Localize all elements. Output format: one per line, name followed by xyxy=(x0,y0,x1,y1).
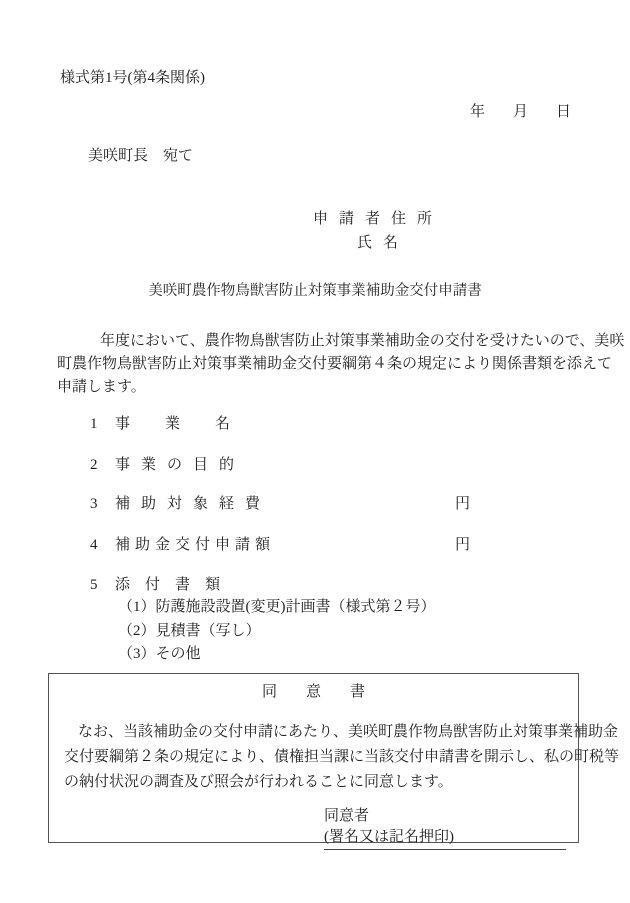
consent-signer-label: 同意者 xyxy=(324,808,370,824)
item-subsidy-target-cost xyxy=(90,492,271,513)
item-attached-documents xyxy=(90,573,235,594)
item-label: 事業名 xyxy=(115,416,266,432)
item-business-purpose xyxy=(90,453,245,474)
item-label: 補助対象経費 xyxy=(115,496,272,512)
yen-unit: 円 xyxy=(455,537,471,553)
body-line: 年度において、農作物鳥獣害防止対策事業補助金の交付を受けたいので、美咲 xyxy=(100,333,625,349)
item-number: 4 xyxy=(90,537,98,553)
consent-box xyxy=(48,673,620,845)
applicant-name-label: 氏名 xyxy=(357,235,410,251)
consent-line: 交付要綱第２条の規定により、債権担当課に当該交付申請書を開示し、私の町税等 xyxy=(64,749,620,765)
date-line: 年月日 xyxy=(470,104,600,120)
item-label: 補助金交付申請額 xyxy=(115,537,276,553)
addressee: 美咲町長 宛て xyxy=(88,148,194,164)
body-line: 申請します。 xyxy=(57,379,146,395)
attachment-item: （2）見積書（写し） xyxy=(118,623,261,639)
item-label: 添付書類 xyxy=(115,577,236,593)
item-number: 1 xyxy=(90,416,98,432)
consent-line: なお、当該補助金の交付申請にあたり、美咲町農作物鳥獣害防止対策事業補助金 xyxy=(78,724,619,740)
form-number: 様式第1号(第4条関係) xyxy=(60,70,205,86)
consent-paragraph xyxy=(64,720,620,795)
item-label: 事業の目的 xyxy=(115,457,246,473)
item-subsidy-request-amount xyxy=(90,533,275,554)
attachment-item: （3）その他 xyxy=(118,646,201,662)
item-number: 2 xyxy=(90,457,98,473)
yen-unit: 円 xyxy=(455,496,471,512)
item-number: 3 xyxy=(90,496,98,512)
item-number: 5 xyxy=(90,577,98,593)
body-paragraph xyxy=(57,330,625,399)
consent-line: の納付状況の調査及び照会が行われることに同意します。 xyxy=(64,774,453,790)
body-line: 町農作物鳥獣害防止対策事業補助金交付要綱第４条の規定により関係書類を添えて xyxy=(57,356,613,372)
item-business-name xyxy=(90,412,265,433)
applicant-address-label: 申請者住所 xyxy=(313,211,444,227)
attachment-item: （1）防護施設設置(変更)計画書（様式第２号） xyxy=(118,599,436,615)
consent-signature-line: (署名又は記名押印) xyxy=(324,825,566,850)
consent-title: 同意書 xyxy=(261,684,394,700)
document-title: 美咲町農作物鳥獣害防止対策事業補助金交付申請書 xyxy=(148,283,482,299)
